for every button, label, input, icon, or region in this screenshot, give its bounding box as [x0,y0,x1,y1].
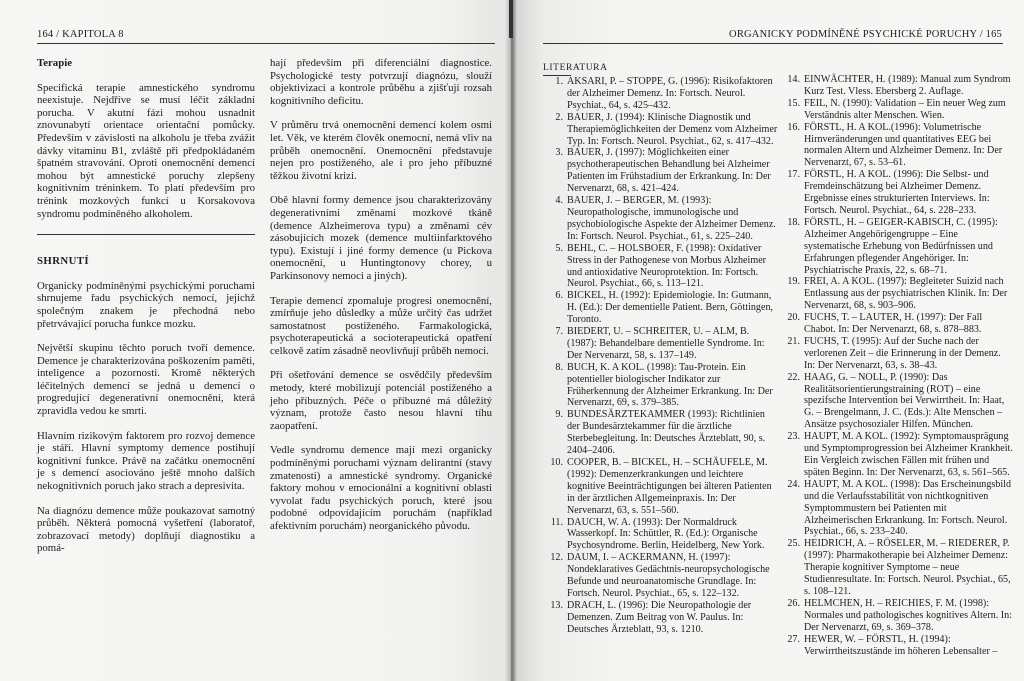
reference-number: 7. [555,326,563,338]
reference-text: BICKEL, H. (1992): Epidemiologie. In: Gutmann, H. (Ed.): Der dementielle Patient. Bern, Göttingen, Toronto. [567,290,774,326]
literature-heading: LITERATURA [543,63,608,73]
reference-number: 5. [555,242,563,254]
reference-number: 22. [787,371,800,383]
reference-number: 14. [787,74,800,85]
reference-text: AKSARI, P. – STOPPE, G. (1996): Risikofaktoren der Alzheimer Demenz. In: Fortsch. Neurol. Psychiat., 64, s. 425–432. [567,76,773,111]
reference-entry [543,243,778,291]
left-running-head: 164 / KAPITOLA 8 [37,29,124,40]
reference-text: FEIL, N. (1990): Validation – Ein neuer Weg zum Verständnis alter Menschen. Wien. [804,97,1006,121]
left-column-1 [37,57,255,555]
reference-entry [781,74,1013,98]
left-column-2 [270,57,492,533]
reference-entry [781,372,1013,432]
right-running-head: ORGANICKY PODMÍNĚNÉ PSYCHICKÉ PORUCHY / 165 [729,29,1002,40]
reference-entry [543,290,778,326]
reference-number: 24. [787,478,800,490]
reference-text: DAUCH, W. A. (1993): Der Normaldruck Wasserkopf. In: Schüttler, R. (Ed.): Organische Psychosyndrome. Berlin, Heidelberg, New York. [567,516,765,552]
reference-number: 23. [787,431,800,443]
reference-number: 9. [555,409,563,421]
reference-entry [781,217,1013,277]
therapy-heading: Terapie [37,57,72,69]
reference-entry [781,336,1013,372]
summary-paragraph: Organicky podmíněnými psychickými poruchami shrnujeme řadu psychických nemocí, jejichž společným znakem je přechodná nebo přetrvávající porucha funkce mozku. [37,279,255,330]
reference-text: BUCH, K. A KOL. (1998): Tau-Protein. Ein potentieller biologischer Indikator zur Früherkennung der Alzheimer Erkrankung. In: Der Nervenarzt, 69, s. 379–385. [567,361,773,409]
reference-entry [543,76,778,112]
reference-entry [543,362,778,410]
reference-number: 27. [787,633,800,645]
reference-number: 26. [787,597,800,609]
body-paragraph: Vedle syndromu demence mají mezi organicky podmíněnými poruchami význam delirantní (stavy zmatenosti) a amnestické syndromy. Organické faktory mohou v emocionální a kognitivní oblasti vyvolat řadu psychických poruch, které jsou podobné odpovídajícím poruchám (například afektivním poruchám) neorganického původu. [270,444,492,532]
reference-number: 25. [787,538,800,550]
reference-entry [543,195,778,243]
reference-entry [543,409,778,457]
reference-text: FÖRSTL, H. A KOL. (1996): Die Selbst- und Fremdeinschätzung bei Alzheimer Demenz. Ergebnisse eines strukturierten Interviews. In: Fortsch. Neurol. Psychiat., 64, s. 228–233. [804,169,990,216]
reference-entry [543,147,778,195]
reference-entry [781,312,1013,336]
summary-rule [37,234,255,235]
reference-entry [781,98,1013,122]
reference-number: 10. [550,457,563,468]
reference-number: 1. [555,76,563,87]
reference-entry [781,538,1013,598]
left-header-rule [37,43,495,44]
summary-paragraph: Na diagnózu demence může poukazovat samotný průběh. Některá pomocná vyšetření (laboratoř, zobrazovací metody) doplňují diagnostiku a pomá- [37,504,255,555]
references-column-2 [781,74,1013,657]
reference-text: BEHL, C. – HOLSBOER, F. (1998): Oxidativer Stress in der Pathogenese von Morbus Alzheimer und antioxidative Neuroprotektion. In: Fortsch. Neurol. Psychiat., 66, s. 113–121. [567,242,767,290]
reference-entry [543,600,778,636]
reference-text: HAUPT, M. A KOL. (1998): Das Erscheinungsbild und die Verlaufsstabilität von nichtkognitiven Symptommustern bei Patienten mit Alzheimerischen Erkrankung. In: Fortsch. Neurol. Psychiat., 66, s. 233–240. [804,478,1011,538]
reference-entry [543,457,778,517]
summary-paragraph: Největší skupinu těchto poruch tvoří demence. Demence je charakterizována poškozením paměti, inteligence a pozornosti. Kromě některých léčitelných demencí se jedná u demencí o progredující degenerativní onemocnění, která zpravidla vedou ke smrti. [37,342,255,418]
reference-text: HAAG, G. – NOLL, P. (1990): Das Realitätsorientierungstraining (ROT) – eine spezifsche Intervention bei Verwirrtheit. In: Haat, G. – Brengelmann, J. C. (Eds.): Alte Menschen – Ansätze psychosozialer Hilfen. München. [804,371,1005,431]
right-header-rule [543,43,1003,44]
reference-number: 6. [555,290,563,302]
reference-number: 21. [787,335,800,347]
body-paragraph: Obě hlavní formy demence jsou charakterizovány degenerativními změnami mozkové tkáně (demence Alzheimerova typu) a změnami cév zásobujících mozek (demence multiinfarktového typu). Existují i jiné formy demence (u Pickova onemocnění, u Huntingtonovy chorey, u Parkinsonovy nemoci a jiných). [270,194,492,282]
body-paragraph: hají především při diferenciální diagnostice. Psychologické testy potvrzují diagnózu, slouží objektivizaci a kontrole průběhu a zjišťují rozsah kognitivního deficitu. [270,57,492,107]
references-column-1 [543,76,778,636]
reference-number: 13. [550,599,563,611]
reference-text: HEWER, W. – FÖRSTL, H. (1994): Verwirrtheitszustände im höheren Lebensalter – [804,633,998,657]
reference-text: BAUER, J. – BERGER, M. (1993): Neuropathologische, immunologische und psychobiologische Aspekte der Alzheimer Demenz. In: Fortsch. Neurol. Psychiat., 61, s. 225–240. [567,195,776,242]
reference-text: FUCHS, T. (1995): Auf der Suche nach der verlorenen Zeit – die Erinnerung in der Demenz. In: Der Nervenarzt, 63, s. 38–43. [804,335,1001,371]
reference-entry [543,326,778,362]
reference-text: FÖRSTL, H. – GEIGER-KABISCH, C. (1995): Alzheimer Angehörigengruppe – Eine systematische Erhebung von Bedürfnissen und Erfahrungen pflegender Angehöriger. In: Psychiatrische Praxis, 22, s. 68–71. [804,216,998,276]
reference-number: 2. [555,111,563,123]
summary-heading: SHRNUTÍ [37,255,89,268]
therapy-paragraph: Specifická terapie amnestického syndromu neexistuje. Nejdříve se musí léčit základní porucha. V akutní fázi mohou usnadnit znovunabytí orientace orientační pomůcky. Především v závislosti na alkoholu je třeba zvážit dávky vitaminu B1, zvláště při předpokládaném špatném stravování. Oproti onemocnění demencí mohou být amnestické poruchy zlepšeny kognitivním tréninkem. To platí především pro trénink mozkových funkcí u Korsakovova syndromu podmíněného alkoholem. [37,81,255,220]
reference-text: HELMCHEN, H. – REICHIES, F. M. (1998): Normales und pathologisches kognitives Altern. In: Der Nervenarzt, 69, s. 369–378. [804,597,1013,633]
reference-number: 3. [555,147,563,159]
reference-text: DRACH, L. (1996): Die Neuropathologie der Demenzen. Zum Beitrag von W. Paulus. In: Deutsches Ärzteblatt, 93, s. 1210. [567,599,752,635]
reference-number: 4. [555,195,563,207]
reference-entry [781,479,1013,539]
reference-text: DAUM, I. – ACKERMANN, H. (1997): Nondeklaratives Gedächtnis-neuropsychologische Befunde und neuroanatomische Grundlage. In: Fortsch. Neurol. Psychiat., 65, s. 122–132. [567,552,770,599]
reference-number: 8. [555,361,563,373]
reference-text: BAUER, J. (1997): Möglichkeiten einer psychotherapeutischen Behandlung bei Alzheimer Patienten im Frühstadium der Erkrankung. In: Der Nervenarzt, 68, s. 421–424. [567,147,771,195]
reference-text: FUCHS, T. – LAUTER, H. (1997): Der Fall Chabot. In: Der Nervenarzt, 68, s. 878–883. [804,312,983,336]
reference-number: 11. [550,516,563,528]
reference-entry [543,517,778,553]
reference-text: FREI, A. A KOL. (1997): Begleiteter Suizid nach Entlassung aus der psychiatrischen Klinik. In: Der Nervenarzt, 68, s. 903–906. [804,276,1008,312]
book-spine-shadow [505,0,517,681]
reference-number: 12. [550,552,563,564]
reference-number: 17. [787,169,800,181]
reference-text: BAUER, J. (1994): Klinische Diagnostik und Therapiemöglichkeiten der Demenz vom Alzheimer Typ. In: Fortsch. Neurol. Psychiat., 62, s. 417–432. [567,111,778,147]
body-paragraph: Při ošetřování demence se osvědčily především metody, které mobilizují potenciál postiženého a jeho příbuzných. Péče o příbuzné má důležitý význam, protože často nesou hlavní tíhu zaopatření. [270,369,492,432]
summary-paragraph: Hlavním rizikovým faktorem pro rozvoj demence je stáří. Hlavní symptomy demence postihují kognitivní funkce. Právě na začátku onemocnění je s demencí asociováno ještě mnoho dalších nekognitivních poruch jako strach a depresivita. [37,429,255,493]
reference-entry [781,598,1013,634]
reference-text: BIEDERT, U. – SCHREITER, U. – ALM, B. (1987): Behandelbare dementielle Syndrome. In: Der Nervenarzt, 58, s. 137–149. [567,326,765,361]
reference-number: 18. [787,216,800,228]
reference-number: 20. [787,312,800,324]
reference-number: 15. [787,97,800,109]
binding-mark [509,0,513,38]
reference-text: FÖRSTL, H. A KOL.(1996): Volumetrische Hirnveränderungen und quantitatives EEG bei normalen Altern und Alzheimer Demenz. In: Der Nervenarzt, 67, s. 53–61. [804,121,1003,169]
reference-entry [781,276,1013,312]
reference-text: HAUPT, M. A KOL. (1992): Symptomausprägung und Symptomprogression bei Alzheimer Krankheit. Ein Vergleich zwischen Fällen mit frühen und späten Beginn. In: Der Nervenarzt, 63, s. 561–565. [804,431,1013,478]
reference-entry [781,634,1013,658]
body-paragraph: Terapie demencí zpomaluje progresi onemocnění, zmírňuje jeho důsledky a může určitý čas udržet samostatnost postiženého. Farmakologická, psychoterapeutická a socioterapeutická opatření celkově zatím zásadně neovlivňují průběh nemoci. [270,294,492,357]
body-paragraph: V průměru trvá onemocnění demencí kolem osmi let. Věk, ve kterém člověk onemocní, nemá vliv na průběh onemocnění. Onemocnění představuje nejen pro postiženého, ale i pro jeho příbuzné těžkou životní krizi. [270,119,492,182]
reference-entry [781,122,1013,170]
reference-text: HEIDRICH, A. – RÖSELER, M. – RIEDERER, P. (1997): Pharmakotherapie bei Alzheimer Demenz: Therapie kognitiver Symptome – neue Studienresultate. In: Fortsch. Neurol. Psychiat., 65, s. 108–121. [804,538,1011,597]
reference-number: 19. [787,276,800,288]
reference-number: 16. [787,121,800,133]
reference-entry [781,169,1013,217]
reference-entry [781,431,1013,479]
reference-text: COOPER, B. – BICKEL, H. – SCHÄUFELE, M. (1992): Demenzerkrankungen und leichtere kognitive Beeinträchtigungen bei älteren Patienten in der ärztlichen Allgemeinpraxis. In: Der Nervenarzt, 63, s. 551–560. [567,457,772,516]
reference-entry [543,552,778,600]
reference-entry [543,112,778,148]
reference-text: BUNDESÄRZTEKAMMER (1993): Richtlinien der Bundesärztekammer für die ärztliche Sterbebegleitung. In: Deutsches Ärzteblatt, 90, s. 2404–2406. [567,409,766,457]
reference-text: EINWÄCHTER, H. (1989): Manual zum Syndrom Kurz Test. Vless. Ebersberg 2. Auflage. [804,74,1011,97]
